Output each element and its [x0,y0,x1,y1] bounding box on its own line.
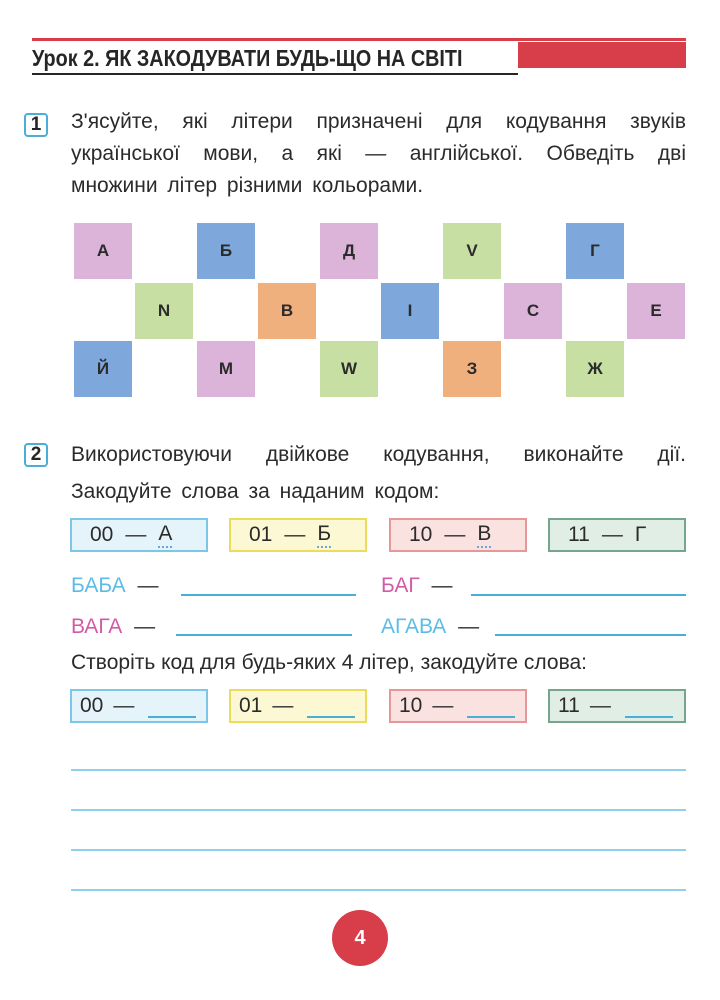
code-letter: В [477,522,491,548]
letter-tile[interactable]: V [443,223,501,279]
code-blank[interactable] [148,694,196,718]
writing-line[interactable] [71,809,686,811]
code-blank[interactable] [467,694,515,718]
code-dash: — [589,694,611,717]
word-label: АГАВА [381,615,447,638]
letter-tile[interactable]: E [627,283,685,339]
code-value: 01 [239,694,263,717]
code-value: 10 [399,694,423,717]
task2-line-3: Створіть код для будь-яких 4 літер, закодуйте слова: [71,651,588,674]
code-value: 01 [249,523,273,546]
task-number-2: 2 [24,443,48,467]
word-label: БАГ [381,574,420,597]
code-value: 11 [558,694,580,717]
blank-code-box-2 [229,689,367,723]
letter-tile[interactable]: Й [74,341,132,397]
task1-line-1: З'ясуйте, які літери призначені для кодування звуків [71,110,686,133]
code-box-b [229,518,367,552]
code-letter: Б [317,522,331,548]
word-label: ВАГА [71,615,123,638]
writing-line[interactable] [71,889,686,891]
code-dash: — [444,523,466,546]
title-underline [32,73,518,75]
writing-line[interactable] [71,849,686,851]
lesson-title: Урок 2. ЯК ЗАКОДУВАТИ БУДЬ-ЩО НА СВІТІ [32,45,463,71]
header-accent-bar [518,42,686,68]
code-dash: — [284,523,306,546]
code-dash: — [432,694,454,717]
task2-line-1: Використовуючи двійкове кодування, виконайте дії. [71,443,686,466]
letter-tile[interactable]: W [320,341,378,397]
code-box-v [389,518,527,552]
letter-tile[interactable]: З [443,341,501,397]
task1-line-2: української мови, а які — англійської. Обведіть дві [71,142,686,165]
code-blank[interactable] [307,694,355,718]
code-dash: — [113,694,135,717]
task2-line-2: Закодуйте слова за наданим кодом: [71,480,440,503]
letter-tile[interactable]: Б [197,223,255,279]
blank-code-box-4 [548,689,686,723]
letter-tile[interactable]: Ж [566,341,624,397]
word-row [71,615,155,639]
code-dash: — [601,523,623,546]
code-letter: Г [634,523,647,546]
letter-tile[interactable]: А [74,223,132,279]
answer-line[interactable] [495,634,686,636]
code-dash: — [125,523,147,546]
letter-tile[interactable]: C [504,283,562,339]
code-blank[interactable] [625,694,673,718]
word-dash: — [134,615,156,638]
answer-line[interactable] [181,594,356,596]
blank-code-box-3 [389,689,527,723]
writing-line[interactable] [71,769,686,771]
header-rule [32,38,686,41]
answer-line[interactable] [471,594,686,596]
code-value: 11 [568,523,590,546]
letter-tile[interactable]: N [135,283,193,339]
task1-line-3: множини літер різними кольорами. [71,174,424,197]
letter-tile[interactable]: B [258,283,316,339]
code-letter: А [158,522,172,548]
word-row [381,574,453,598]
letter-tile[interactable]: Д [320,223,378,279]
letter-tile[interactable]: M [197,341,255,397]
letter-tile[interactable]: Г [566,223,624,279]
code-box-a [70,518,208,552]
code-value: 00 [90,523,114,546]
letter-tile[interactable]: I [381,283,439,339]
answer-line[interactable] [176,634,352,636]
word-dash: — [431,574,453,597]
code-box-g [548,518,686,552]
code-value: 10 [409,523,433,546]
page-number: 4 [332,910,388,966]
word-row [71,574,159,598]
word-dash: — [458,615,480,638]
word-dash: — [137,574,159,597]
word-row [381,615,479,639]
code-dash: — [272,694,294,717]
word-label: БАБА [71,574,126,597]
task-number-1: 1 [24,113,48,137]
blank-code-box-1 [70,689,208,723]
code-value: 00 [80,694,104,717]
